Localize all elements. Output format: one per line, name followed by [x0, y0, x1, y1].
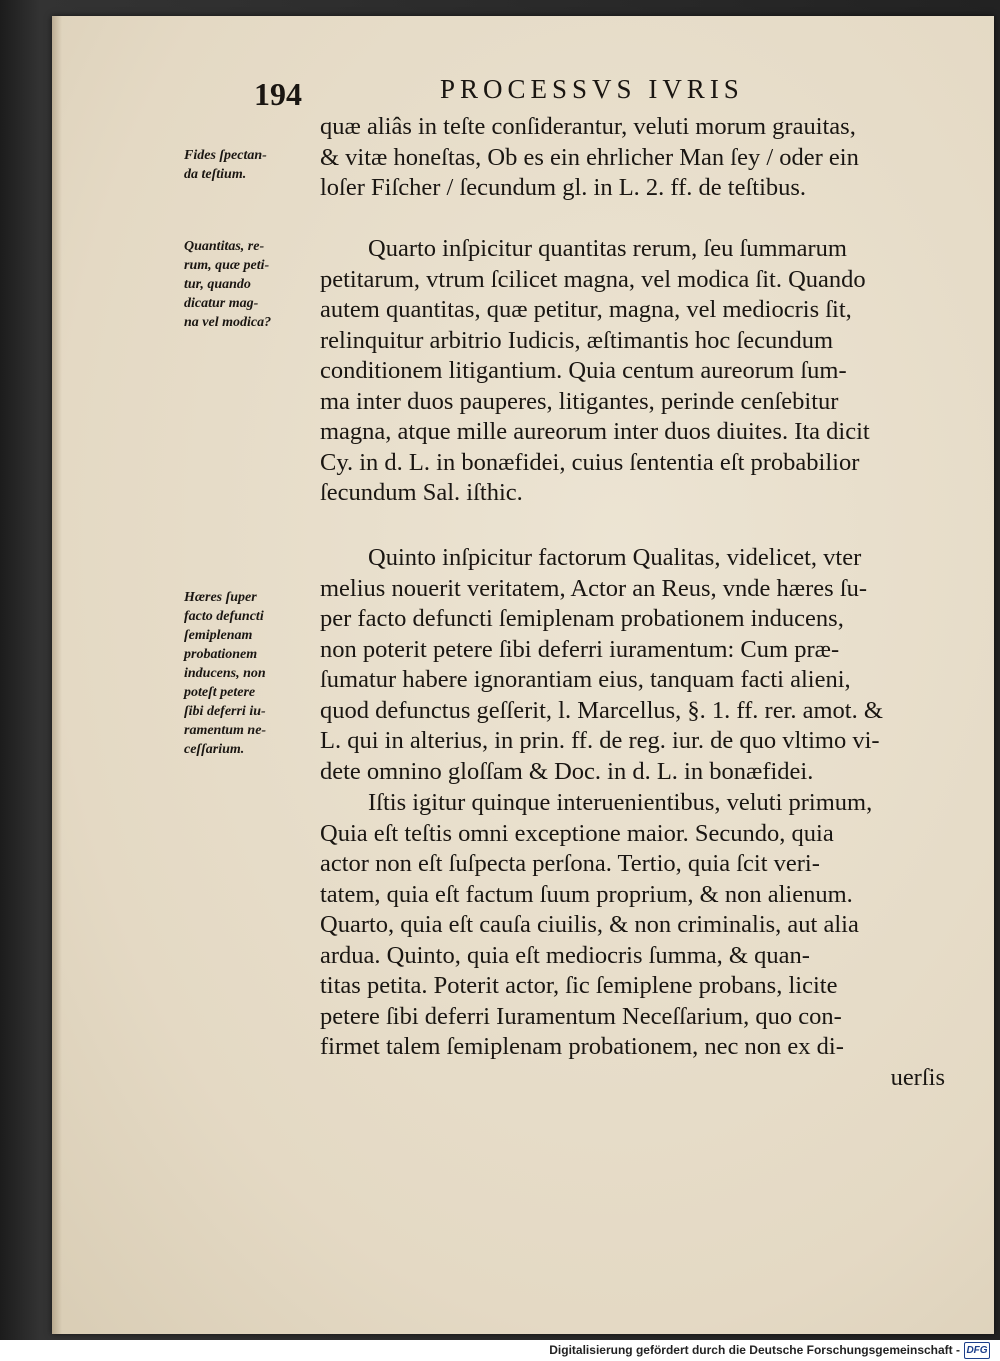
catchword: uerſis [890, 1063, 945, 1091]
text-line: quæ aliâs in teſte conſiderantur, veluti morum grauitas, [320, 113, 856, 140]
margin-note-line: facto defuncti [184, 609, 264, 624]
margin-note-line: ramentum ne- [184, 723, 267, 738]
text-line: firmet talem ſemiplenam probationem, nec non ex di- [320, 1033, 844, 1060]
page-number: 194 [254, 76, 302, 112]
text-line: ſumatur habere ignorantiam eius, tanquam facti alieni, [320, 666, 851, 693]
funding-credit: Digitalisierung gefördert durch die Deutsche Forschungsgemeinschaft - [549, 1343, 960, 1357]
margin-note-line: ceſſarium. [184, 742, 245, 757]
text-line: melius nouerit veritatem, Actor an Reus, vnde hæres ſu- [320, 574, 868, 602]
running-head: PROCESSVS IVRIS [440, 74, 744, 104]
margin-note-line: rum, quæ peti- [184, 258, 270, 273]
margin-note-line: da teſtium. [184, 167, 247, 182]
text-line: relinquitur arbitrio Iudicis, æſtimantis hoc ſecundum [320, 326, 834, 354]
text-line: Cy. in d. L. in bonæfidei, cuius ſententia eſt probabilior [320, 448, 860, 476]
text-line: conditionem litigantium. Quia centum aureorum ſum- [320, 357, 847, 384]
margin-note-line: na vel modica? [184, 315, 272, 330]
margin-note-line: poteſt petere [184, 685, 256, 700]
margin-note-line: inducens, non [184, 666, 266, 681]
text-line: tatem, quia eſt factum ſuum proprium, & non alienum. [320, 880, 853, 908]
margin-note-line: probationem [184, 647, 258, 662]
text-line: non poterit petere ſibi deferri iuramentum: Cum præ- [320, 635, 840, 663]
paragraph-quarto [320, 234, 945, 509]
text-line: titas petita. Poterit actor, ſic ſemiplene probans, licite [320, 972, 838, 999]
margin-note-line: ſemiplenam [184, 628, 253, 643]
text-line: ma inter duos pauperes, litigantes, perinde cenſebitur [320, 387, 839, 415]
margin-note-line: tur, quando [184, 277, 251, 292]
text-line: autem quantitas, quæ petitur, magna, vel mediocris ſit, [320, 296, 852, 323]
text-line: Quinto inſpicitur factorum Qualitas, videlicet, vter [368, 544, 862, 571]
text-line: Iſtis igitur quinque interuenientibus, veluti primum, [368, 789, 873, 816]
margin-note-line: Hæres ſuper [184, 590, 257, 605]
text-line: loſer Fiſcher / ſecundum gl. in L. 2. ff. de teſtibus. [320, 174, 807, 201]
margin-note-line: dicatur mag- [184, 296, 259, 311]
text-line: quod defunctus geſſerit, l. Marcellus, §. 1. ff. rer. amot. & [320, 696, 883, 724]
margin-note-line: ſibi deferri iu- [184, 704, 266, 719]
paragraph-istis [320, 788, 945, 1093]
margin-note-line: Quantitas, re- [184, 239, 265, 254]
page-gutter-shadow [52, 16, 62, 1334]
text-line: L. qui in alterius, in prin. ff. de reg. iur. de quo vltimo vi- [320, 727, 880, 754]
paragraph-quinto [320, 543, 945, 787]
text-line: ſecundum Sal. iſthic. [320, 479, 523, 506]
text-line: Quarto inſpicitur quantitas rerum, ſeu ſummarum [368, 235, 847, 262]
text-line: ardua. Quinto, quia eſt mediocris ſumma, & quan- [320, 941, 810, 969]
text-line: magna, atque mille aureorum inter duos diuites. Ita dicit [320, 418, 870, 445]
margin-note-fides [184, 146, 316, 184]
text-line: Quarto, quia eſt cauſa ciuilis, & non criminalis, aut alia [320, 911, 859, 938]
margin-note-line: Fides ſpectan- [184, 148, 267, 163]
text-line: per facto defuncti ſemiplenam probationem inducens, [320, 605, 844, 632]
margin-note-quantitas [184, 237, 316, 332]
dfg-logo-icon: DFG [964, 1342, 990, 1359]
text-line: & vitæ honeſtas, Ob es ein ehrlicher Man ſey / oder ein [320, 143, 859, 171]
text-line: petitarum, vtrum ſcilicet magna, vel modica ſit. Quando [320, 265, 866, 293]
margin-note-haeres [184, 588, 316, 759]
text-line: actor non eſt ſuſpecta perſona. Tertio, quia ſcit veri- [320, 850, 820, 877]
text-line: petere ſibi deferri Iuramentum Neceſſarium, quo con- [320, 1002, 842, 1030]
paragraph-continuation [320, 112, 945, 204]
text-line: dete omnino gloſſam & Doc. in d. L. in bonæfidei. [320, 757, 814, 785]
text-line: Quia eſt teſtis omni exceptione maior. Secundo, quia [320, 819, 834, 847]
